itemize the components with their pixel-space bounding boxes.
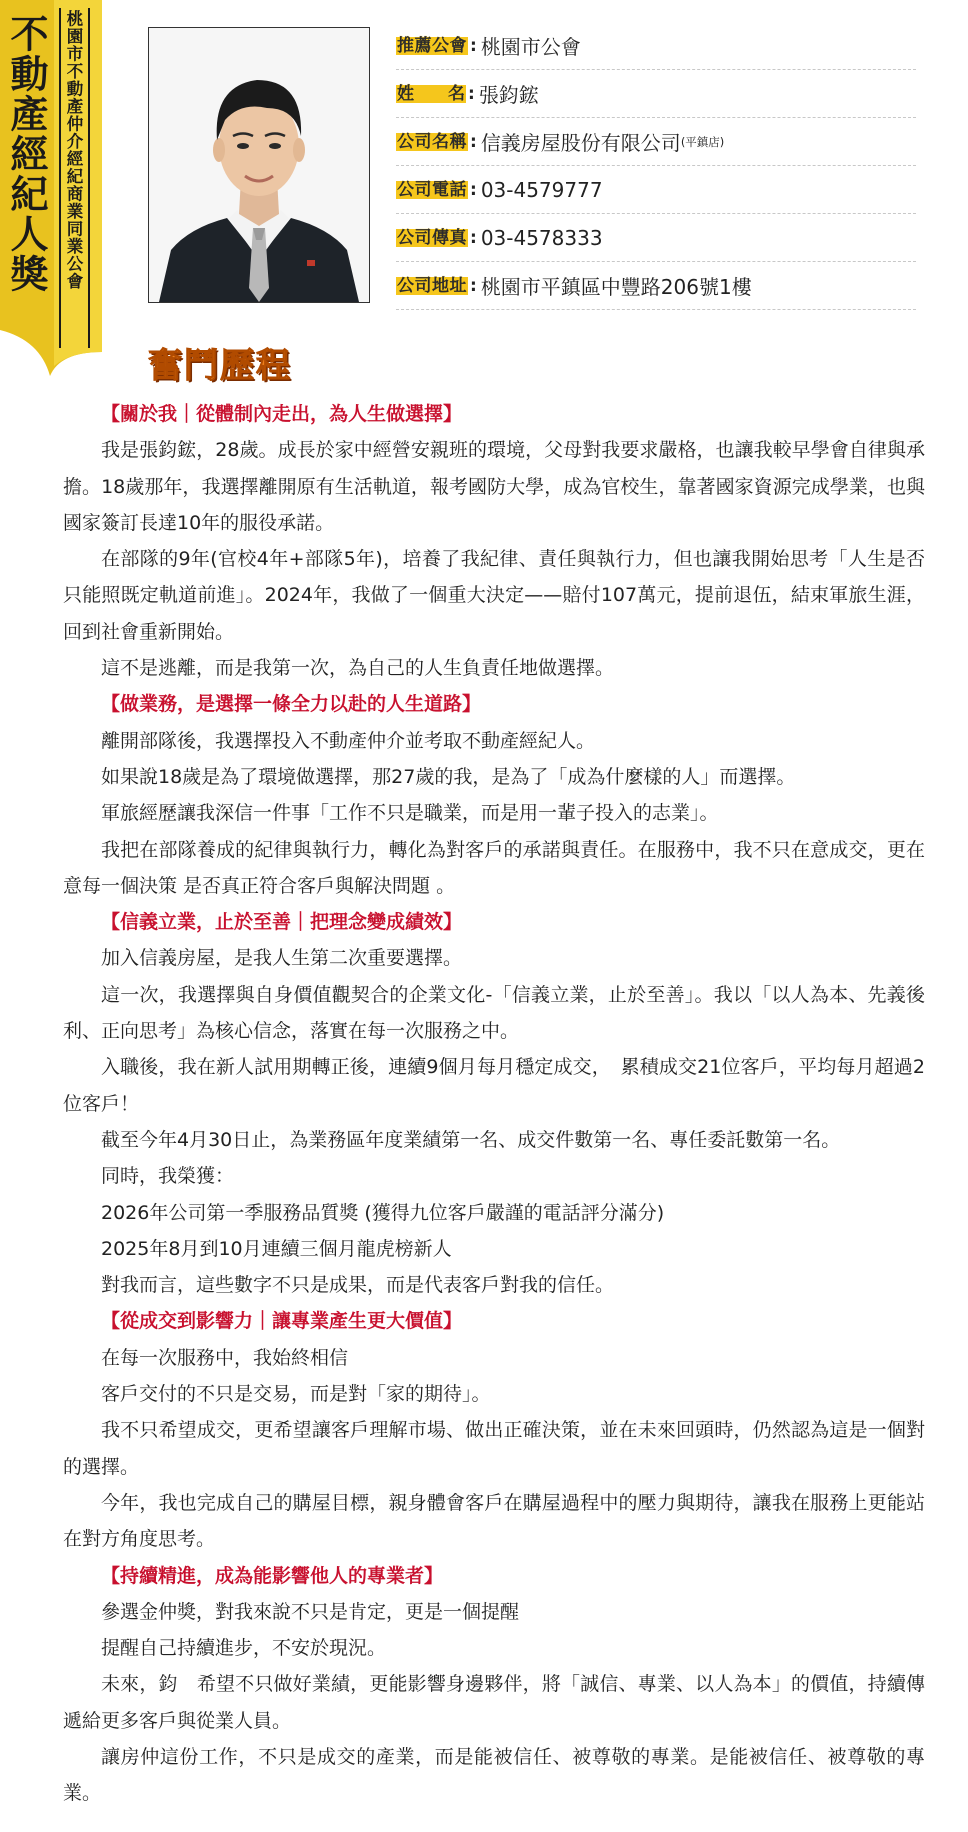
info-value: 03-4578333 <box>480 225 603 250</box>
story-paragraph: 我是張鈞鋐，28歲。成長於家中經營安親班的環境，父母對我要求嚴格，也讓我較早學會自律與承擔。18歲那年，我選擇離開原有生活軌道，報考國防大學，成為官校生，靠著國家資源完成學業，也與國家簽訂長達10年的服役承諾。 <box>63 439 925 534</box>
section-heading: 【從成交到影響力｜讓專業產生更大價值】 <box>101 1310 463 1333</box>
info-value: 03-4579777 <box>480 177 603 202</box>
info-label: 公司傳真 <box>397 227 467 248</box>
story-paragraph: 截至今年4月30日止，為業務區年度業績第一名、成交件數第一名、專任委託數第一名。 <box>101 1128 841 1151</box>
info-row-phone <box>396 166 916 214</box>
info-row-fax <box>396 214 916 262</box>
award-title: 不動產經紀人獎 <box>4 14 49 294</box>
info-label: 公司電話 <box>397 179 467 200</box>
agent-photo <box>148 27 370 303</box>
story-paragraph: 在部隊的9年(官校4年+部隊5年)，培養了我紀律、責任與執行力，但也讓我開始思考「人生是否只能照既定軌道前進」。2024年，我做了一個重大決定——賠付107萬元，提前退伍，結束軍旅生涯，回到社會重新開始。 <box>63 548 925 643</box>
section-heading: 【關於我｜從體制內走出，為人生做選擇】 <box>101 403 463 425</box>
section-heading: 【持續精進，成為能影響他人的專業者】 <box>101 1564 444 1587</box>
association-name: 桃園市不動產仲介經紀商業同業公會 <box>64 10 83 290</box>
colon: : <box>470 275 477 296</box>
award-ribbon <box>0 0 104 380</box>
story-paragraph: 提醒自己持續進步，不安於現況。 <box>101 1637 387 1660</box>
info-label: 公司名稱 <box>397 131 467 152</box>
story-paragraph: 客戶交付的不只是交易，而是對「家的期待」。 <box>101 1383 491 1406</box>
colon: : <box>470 227 477 248</box>
info-label: 公司地址 <box>397 275 467 296</box>
branch-name: (平鎮店) <box>680 134 725 149</box>
section-heading: 【信義立業，止於至善｜把理念變成績效】 <box>101 911 463 934</box>
story-paragraph: 讓房仲這份工作，不只是成交的產業，而是能被信任、被尊敬的專業。是能被信任、被尊敬的專業。 <box>63 1745 925 1805</box>
info-value: 信義房屋股份有限公司 <box>480 131 681 155</box>
colon: : <box>470 131 477 152</box>
story-paragraph: 我把在部隊養成的紀律與執行力，轉化為對客戶的承諾與責任。在服務中，我不只在意成交，更在意每一個決策 是否真正符合客戶與解決問題 。 <box>63 838 925 897</box>
story-paragraph: 參選金仲獎，對我來說不只是肯定，更是一個提醒 <box>101 1600 520 1623</box>
story-paragraph: 這不是逃離，而是我第一次，為自己的人生負責任地做選擇。 <box>101 657 615 680</box>
story-paragraph: 這一次，我選擇與自身價值觀契合的企業文化-「信義立業，止於至善」。我以「以人為本、先義後利、正向思考」為核心信念，落實在每一次服務之中。 <box>63 983 925 1043</box>
story-paragraph: 未來，鈞 希望不只做好業績，更能影響身邊夥伴，將「誠信、專業、以人為本」的價值，持續傳遞給更多客戶與從業人員。 <box>63 1673 925 1732</box>
colon: : <box>470 35 477 56</box>
agent-info <box>396 22 916 310</box>
story-paragraph: 我不只希望成交，更希望讓客戶理解市場、做出正確決策，並在未來回頭時，仍然認為這是一個對的選擇。 <box>63 1419 925 1478</box>
colon: : <box>470 179 477 200</box>
story-paragraph: 離開部隊後，我選擇投入不動產仲介並考取不動產經紀人。 <box>101 729 596 752</box>
story-paragraph: 入職後，我在新人試用期轉正後，連續9個月每月穩定成交， 累積成交21位客戶，平均每月超過2位客戶！ <box>63 1056 925 1115</box>
section-heading: 【做業務，是選擇一條全力以赴的人生道路】 <box>101 693 482 716</box>
info-row-address <box>396 262 916 310</box>
info-row-name <box>396 70 916 118</box>
section-title: 奮鬥歷程 <box>148 346 292 386</box>
info-value: 張鈞鋐 <box>478 83 539 107</box>
story-paragraph: 同時，我榮獲： <box>101 1165 235 1188</box>
ribbon-divider-right <box>88 8 90 348</box>
story-paragraph: 今年，我也完成自己的購屋目標，親身體會客戶在購屋過程中的壓力與期待，讓我在服務上更能站在對方角度思考。 <box>63 1491 925 1551</box>
info-value: 桃園市平鎮區中豐路206號1樓 <box>480 275 752 299</box>
info-row-association <box>396 22 916 70</box>
story-paragraph: 在每一次服務中，我始終相信 <box>101 1346 349 1369</box>
info-value: 桃園市公會 <box>480 35 581 59</box>
info-label: 推薦公會 <box>397 35 467 56</box>
colon: : <box>468 83 475 104</box>
story-body <box>63 396 925 1812</box>
story-paragraph: 如果說18歲是為了環境做選擇，那27歲的我，是為了「成為什麼樣的人」而選擇。 <box>101 765 796 788</box>
story-paragraph: 軍旅經歷讓我深信一件事「工作不只是職業，而是用一輩子投入的志業」。 <box>101 802 719 825</box>
story-paragraph: 2025年8月到10月連續三個月龍虎榜新人 <box>101 1237 452 1260</box>
info-label: 姓 名 <box>397 83 465 104</box>
story-paragraph: 對我而言，這些數字不只是成果，而是代表客戶對我的信任。 <box>101 1274 615 1297</box>
story-paragraph: 2026年公司第一季服務品質獎 (獲得九位客戶嚴謹的電話評分滿分) <box>101 1201 665 1224</box>
story-paragraph: 加入信義房屋，是我人生第二次重要選擇。 <box>101 947 463 970</box>
info-row-company <box>396 118 916 166</box>
